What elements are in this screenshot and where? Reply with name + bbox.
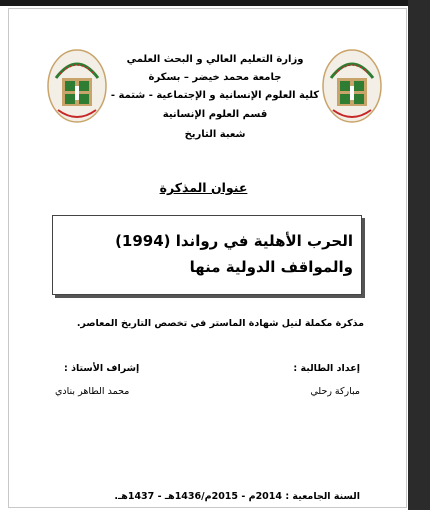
window-right-edge: [408, 0, 430, 510]
academic-year: السنة الجامعية : 2014م - 2015م/1436هـ - 1437هـ.: [114, 491, 360, 502]
student-name: مباركة رحلي: [310, 386, 360, 397]
faculty-name: كلية العلوم الإنسانية و الإجتماعية - شتمة -: [110, 90, 320, 101]
thesis-purpose: مذكرة مكملة لنيل شهادة الماستر في تخصص التاريخ المعاصر.: [76, 318, 364, 329]
university-name: جامعة محمد خيضر – بسكرة: [148, 72, 282, 83]
university-emblem-icon: [321, 44, 383, 130]
thesis-title-box: [52, 215, 362, 295]
university-logo-left: [46, 44, 108, 130]
university-logo-right: [321, 44, 383, 130]
thesis-title: الحرب الأهلية في رواندا (1994) والمواقف الدولية منها: [115, 232, 353, 276]
department-name: قسم العلوم الإنسانية: [162, 109, 268, 120]
ministry-name: وزارة التعليم العالي و البحث العلمي: [126, 54, 304, 65]
supervisor-name: محمد الطاهر بنادي: [55, 386, 130, 397]
window-top-edge: [0, 0, 430, 6]
thesis-heading: عنوان المذكرة: [159, 180, 248, 195]
branch-name: شعبة التاريخ: [184, 129, 246, 140]
student-label: إعداد الطالبة :: [293, 363, 360, 374]
university-emblem-icon: [46, 44, 108, 130]
supervisor-label: إشراف الأستاذ :: [64, 363, 140, 374]
